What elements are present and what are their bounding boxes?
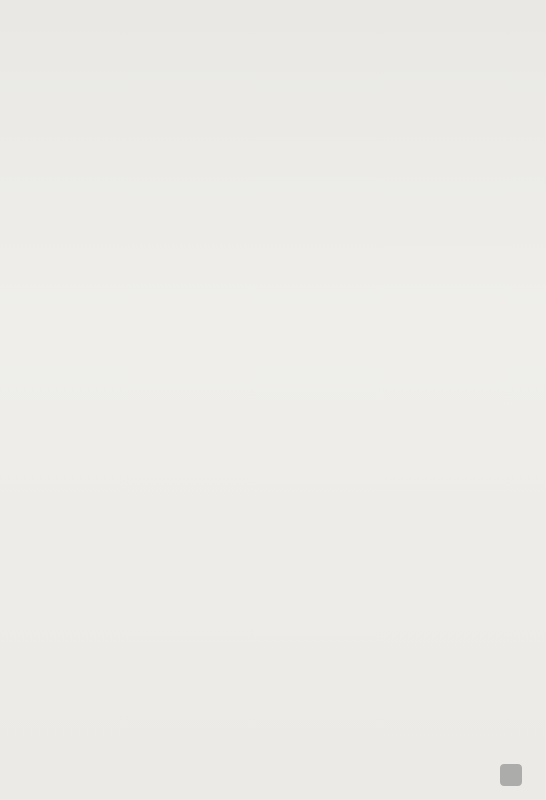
section-title bbox=[82, 412, 492, 438]
watermark bbox=[500, 764, 526, 786]
labirint-logo-icon bbox=[500, 764, 522, 786]
toc-section-vii bbox=[82, 138, 492, 164]
section-title bbox=[82, 138, 492, 164]
toc-section-viii bbox=[82, 412, 492, 438]
